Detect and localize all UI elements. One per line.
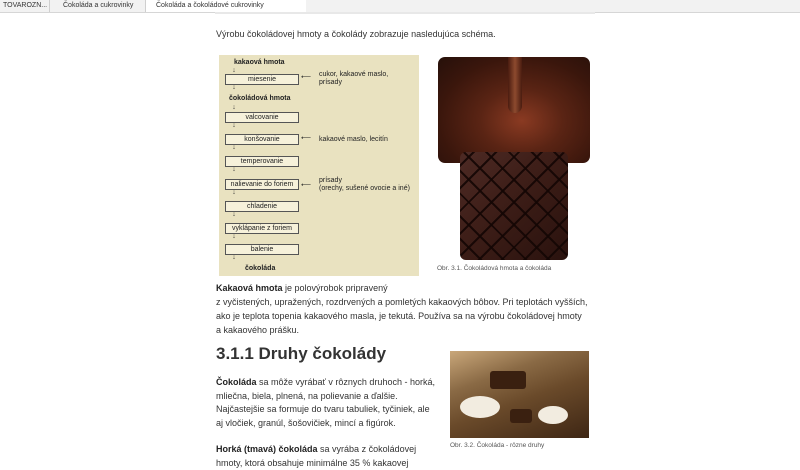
side-arrow-icon: ⟵: [301, 182, 312, 189]
flow-arrow-icon: ↓: [232, 166, 236, 173]
dark-chocolate-pieces: [510, 409, 532, 423]
chocolate-line3: Najčastejšie sa formuje do tvaru tabuliek, tyčiniek, ale: [216, 404, 430, 415]
tab-tovaroznalectvo[interactable]: TOVAROZN...: [0, 0, 50, 12]
scheme-node-tempering: temperovanie: [225, 156, 299, 167]
cocoa-mass-line4: a kakaového prášku.: [216, 325, 300, 335]
production-scheme: [219, 55, 419, 276]
chocolate-mass-photo: [438, 57, 590, 163]
intro-text: Výrobu čokoládovej hmoty a čokolády zobrazuje nasledujúca schéma.: [216, 29, 496, 39]
chocolate-line1: sa môže vyrábať v rôznych druhoch - horká,: [256, 377, 435, 387]
note-conching: kakaové maslo, lecitín: [319, 136, 388, 143]
scheme-node-cooling: chladenie: [225, 201, 299, 212]
side-arrow-icon: ⟵: [301, 135, 312, 142]
chocolate-types-photo: [450, 351, 589, 438]
tab-cokolada-a-cokoladove-cukrovinky[interactable]: Čokoláda a čokoládové cukrovinky: [146, 0, 306, 12]
cocoa-mass-line3: ako je teplota topenia kakaového masla, je tekutá. Používa sa na výrobu čokoládovej hmoty: [216, 311, 582, 321]
dark-chocolate-term: Horká (tmavá) čokoláda: [216, 444, 318, 454]
note-mixing-line2: prísady: [319, 79, 342, 86]
white-chocolate-flakes: [460, 396, 500, 418]
flow-arrow-icon: ↓: [232, 233, 236, 240]
cocoa-mass-line1: je polovýrobok pripravený: [282, 283, 388, 293]
cocoa-mass-line2: z vyčistených, upražených, rozdrvených a pomletých kakaových bôbov. Pri teplotách vyšších,: [216, 297, 588, 307]
section-heading: 3.1.1 Druhy čokolády: [216, 344, 387, 363]
chocolate-line4: aj vločiek, granúl, šošovičiek, mincí a figúrok.: [216, 417, 396, 428]
dark-chocolate-paragraph: [216, 443, 441, 470]
chocolate-term: Čokoláda: [216, 377, 257, 387]
scheme-node-chocolate: čokoláda: [245, 265, 276, 272]
chocolate-line2: mliečna, biela, plnená, na polievanie a ďalšie.: [216, 390, 398, 401]
chocolate-bar-photo: [460, 152, 568, 260]
pouring-chocolate-stream: [508, 57, 522, 113]
note-mixing-line1: cukor, kakaové maslo,: [319, 71, 389, 78]
flow-arrow-icon: ↓: [232, 84, 236, 91]
side-arrow-icon: ⟵: [301, 74, 312, 81]
scheme-node-filling-molds: nalievanie do foriem: [225, 179, 299, 190]
flow-arrow-icon: ↓: [232, 104, 236, 111]
scheme-node-demolding: vyklápanie z foriem: [225, 223, 299, 234]
chocolate-types-paragraph: [216, 376, 441, 430]
flow-arrow-icon: ↓: [232, 122, 236, 129]
scheme-node-conching: konšovanie: [225, 134, 299, 145]
figure-2-caption: Obr. 3.2. Čokoláda - rôzne druhy: [450, 442, 545, 449]
scheme-node-packaging: balenie: [225, 244, 299, 255]
flow-arrow-icon: ↓: [232, 189, 236, 196]
flow-arrow-icon: ↓: [232, 211, 236, 218]
figure-1-caption: Obr. 3.1. Čokoládová hmota a čokoláda: [437, 265, 552, 272]
cocoa-mass-paragraph: [216, 281, 596, 337]
cocoa-mass-term: Kakaová hmota: [216, 283, 283, 293]
flow-arrow-icon: ↓: [232, 254, 236, 261]
flow-arrow-icon: ↓: [232, 67, 236, 74]
top-strip: [215, 12, 595, 14]
tab-cokolada-a-cukrovinky[interactable]: Čokoláda a cukrovinky: [50, 0, 146, 12]
flow-arrow-icon: ↓: [232, 144, 236, 151]
white-chocolate-buttons: [538, 406, 568, 424]
dark-line1: sa vyrába z čokoládovej: [317, 444, 417, 454]
dark-line2: hmoty, ktorá obsahuje minimálne 35 % kakaovej: [216, 457, 409, 468]
scheme-node-cocoa-mass: kakaová hmota: [234, 59, 285, 66]
scheme-node-rolling: valcovanie: [225, 112, 299, 123]
scheme-node-chocolate-mass: čokoládová hmota: [229, 95, 291, 102]
dark-chocolate-bar: [490, 371, 526, 389]
scheme-node-mixing: miesenie: [225, 74, 299, 85]
note-filling-line1: prísady: [319, 177, 342, 184]
note-filling-line2: (orechy, sušené ovocie a iné): [319, 185, 410, 192]
